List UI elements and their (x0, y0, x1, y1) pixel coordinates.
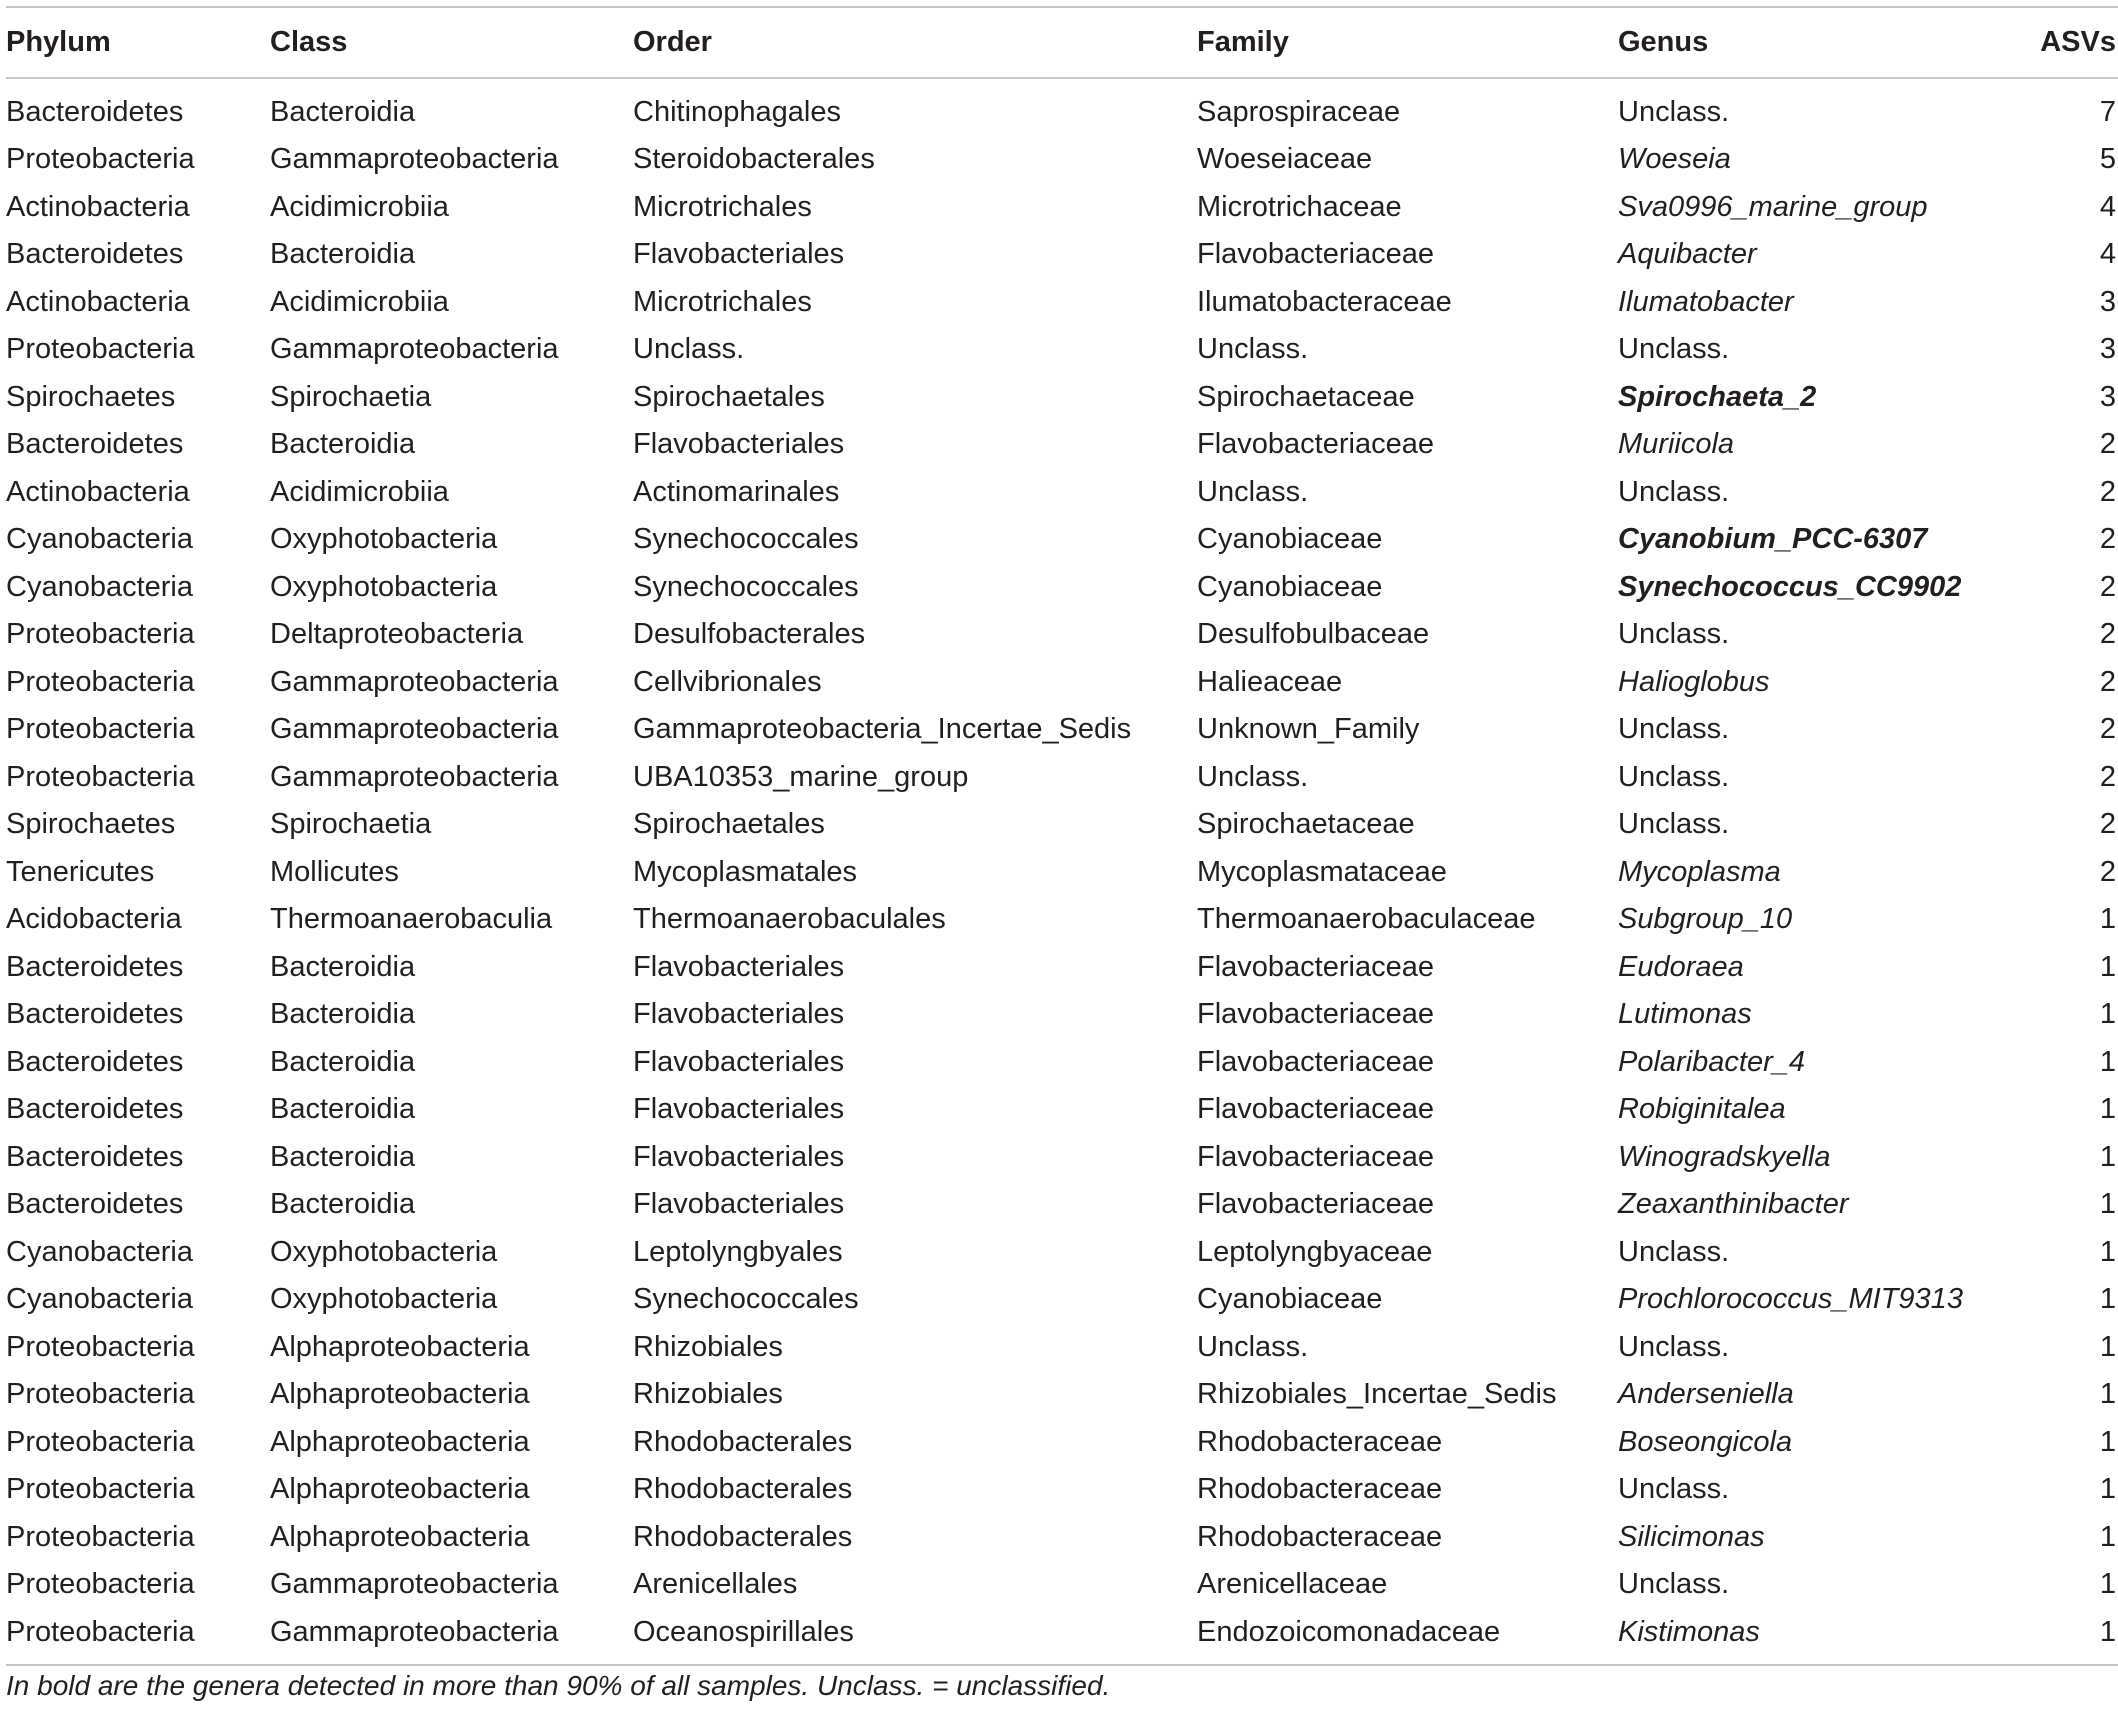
header-asvs: ASVs (2038, 7, 2118, 78)
cell-order: Rhodobacterales (633, 1520, 853, 1553)
cell-order: Rhizobiales (633, 1330, 783, 1363)
cell-class: Alphaproteobacteria (270, 1425, 530, 1458)
cell-order: Flavobacteriales (633, 238, 845, 271)
table-row (6, 1324, 2118, 1372)
cell-genus: Muriicola (1618, 428, 1735, 461)
cell-genus: Zeaxanthinibacter (1618, 1188, 1849, 1221)
cell-family: Spirochaetaceae (1197, 380, 1415, 413)
cell-genus: Polaribacter_4 (1618, 1045, 1805, 1078)
cell-genus: Unclass. (1618, 1330, 1730, 1363)
cell-class: Bacteroidia (270, 1140, 416, 1173)
cell-asvs: 3 (2099, 380, 2116, 413)
cell-asvs: 4 (2099, 238, 2116, 271)
cell-order: Arenicellales (633, 1568, 798, 1601)
cell-order: Flavobacteriales (633, 1045, 845, 1078)
cell-phylum: Spirochaetes (6, 380, 176, 413)
table-footnote: In bold are the genera detected in more than 90% of all samples. Unclass. = unclassified. (6, 1670, 1111, 1701)
cell-class: Acidimicrobiia (270, 190, 449, 223)
cell-family: Mycoplasmataceae (1197, 855, 1447, 888)
cell-phylum: Spirochaetes (6, 808, 176, 841)
cell-asvs: 1 (2099, 1520, 2116, 1553)
cell-order: Gammaproteobacteria_Incertae_Sedis (633, 713, 1132, 746)
cell-phylum: Proteobacteria (6, 1473, 195, 1506)
cell-genus: Sva0996_marine_group (1618, 190, 1928, 223)
cell-phylum: Bacteroidetes (6, 238, 184, 271)
cell-class: Bacteroidia (270, 428, 416, 461)
cell-asvs: 2 (2099, 523, 2116, 556)
cell-genus: Mycoplasma (1618, 855, 1781, 888)
cell-family: Cyanobiaceae (1197, 1283, 1383, 1316)
cell-genus: Unclass. (1618, 760, 1730, 793)
cell-asvs: 4 (2099, 190, 2116, 223)
cell-genus: Unclass. (1618, 333, 1730, 366)
cell-order: Microtrichales (633, 190, 812, 223)
cell-phylum: Proteobacteria (6, 1609, 270, 1665)
cell-family: Rhizobiales_Incertae_Sedis (1197, 1378, 1557, 1411)
cell-asvs: 1 (2099, 1473, 2116, 1506)
header-order: Order (633, 7, 1197, 78)
cell-genus: Aquibacter (1618, 238, 1757, 271)
cell-phylum: Bacteroidetes (6, 1045, 184, 1078)
cell-family: Unknown_Family (1197, 713, 1420, 746)
cell-genus: Anderseniella (1618, 1378, 1794, 1411)
table-row (6, 231, 2118, 279)
cell-genus: Kistimonas (1618, 1609, 2038, 1665)
cell-genus: Synechococcus_CC9902 (1618, 570, 1962, 603)
cell-asvs: 2 (2099, 713, 2116, 746)
cell-class: Alphaproteobacteria (270, 1330, 530, 1363)
cell-family: Saprospiraceae (1197, 96, 1401, 128)
table-row (6, 78, 2118, 136)
table-row (6, 516, 2118, 564)
table-row (6, 421, 2118, 469)
cell-family: Flavobacteriaceae (1197, 950, 1434, 983)
cell-phylum: Cyanobacteria (6, 523, 193, 556)
taxonomy-table (6, 6, 2118, 1666)
cell-family: Leptolyngbyaceae (1197, 1235, 1433, 1268)
cell-phylum: Bacteroidetes (6, 1188, 184, 1221)
cell-class: Bacteroidia (270, 96, 416, 128)
cell-genus: Silicimonas (1618, 1520, 1765, 1553)
cell-genus: Unclass. (1618, 713, 1730, 746)
cell-order: Oceanospirillales (633, 1609, 1197, 1665)
table-row (6, 564, 2118, 612)
cell-asvs: 1 (2099, 950, 2116, 983)
cell-order: Spirochaetales (633, 380, 825, 413)
cell-order: UBA10353_marine_group (633, 760, 969, 793)
table-row (6, 754, 2118, 802)
cell-order: Steroidobacterales (633, 143, 875, 176)
cell-phylum: Proteobacteria (6, 333, 195, 366)
table-row (6, 1086, 2118, 1134)
cell-asvs: 2 (2099, 428, 2116, 461)
header-family: Family (1197, 7, 1618, 78)
cell-family: Cyanobiaceae (1197, 570, 1383, 603)
cell-order: Mycoplasmatales (633, 855, 858, 888)
cell-class: Alphaproteobacteria (270, 1473, 530, 1506)
cell-genus: Eudoraea (1618, 950, 1744, 983)
cell-class: Gammaproteobacteria (270, 1568, 559, 1601)
cell-phylum: Proteobacteria (6, 1378, 195, 1411)
cell-genus: Winogradskyella (1618, 1140, 1831, 1173)
cell-phylum: Bacteroidetes (6, 998, 184, 1031)
cell-order: Spirochaetales (633, 808, 825, 841)
table-row (6, 1134, 2118, 1182)
cell-asvs: 3 (2099, 285, 2116, 318)
cell-asvs: 1 (2099, 998, 2116, 1031)
table-row (6, 1419, 2118, 1467)
cell-class: Spirochaetia (270, 808, 432, 841)
table-row (6, 1276, 2118, 1324)
cell-family: Unclass. (1197, 1330, 1309, 1363)
cell-genus: Unclass. (1618, 808, 1730, 841)
table-row (6, 1371, 2118, 1419)
cell-asvs: 1 (2099, 1568, 2116, 1601)
cell-genus: Cyanobium_PCC-6307 (1618, 523, 1928, 556)
cell-order: Flavobacteriales (633, 1140, 845, 1173)
cell-order: Actinomarinales (633, 475, 840, 508)
cell-family: Halieaceae (1197, 665, 1343, 698)
cell-asvs: 2 (2099, 665, 2116, 698)
cell-asvs: 2 (2099, 760, 2116, 793)
cell-order: Leptolyngbyales (633, 1235, 843, 1268)
table-row (6, 469, 2118, 517)
cell-phylum: Proteobacteria (6, 618, 195, 651)
table-row (6, 1466, 2118, 1514)
cell-class: Deltaproteobacteria (270, 618, 524, 651)
cell-order: Flavobacteriales (633, 1188, 845, 1221)
cell-family: Unclass. (1197, 760, 1309, 793)
header-class: Class (270, 7, 633, 78)
cell-genus: Subgroup_10 (1618, 903, 1793, 936)
table-row (6, 659, 2118, 707)
cell-family: Cyanobiaceae (1197, 523, 1383, 556)
cell-order: Flavobacteriales (633, 950, 845, 983)
cell-phylum: Cyanobacteria (6, 1235, 193, 1268)
cell-phylum: Cyanobacteria (6, 570, 193, 603)
cell-class: Oxyphotobacteria (270, 1283, 498, 1316)
cell-genus: Unclass. (1618, 96, 1730, 128)
cell-genus: Prochlorococcus_MIT9313 (1618, 1283, 1963, 1316)
cell-order: Thermoanaerobaculales (633, 903, 946, 936)
cell-phylum: Actinobacteria (6, 190, 190, 223)
cell-phylum: Bacteroidetes (6, 428, 184, 461)
cell-genus: Unclass. (1618, 618, 1730, 651)
cell-genus: Unclass. (1618, 1568, 1730, 1601)
table-row (6, 136, 2118, 184)
cell-class: Gammaproteobacteria (270, 143, 559, 176)
cell-class: Oxyphotobacteria (270, 523, 498, 556)
cell-class: Gammaproteobacteria (270, 1609, 633, 1665)
cell-phylum: Bacteroidetes (6, 96, 184, 128)
cell-order: Microtrichales (633, 285, 812, 318)
cell-genus: Woeseia (1618, 143, 1731, 176)
cell-class: Mollicutes (270, 855, 399, 888)
cell-family: Flavobacteriaceae (1197, 1045, 1434, 1078)
cell-genus: Robiginitalea (1618, 1093, 1786, 1126)
cell-family: Flavobacteriaceae (1197, 1093, 1434, 1126)
cell-class: Bacteroidia (270, 1045, 416, 1078)
table-row (6, 1039, 2118, 1087)
cell-class: Alphaproteobacteria (270, 1378, 530, 1411)
cell-genus: Boseongicola (1618, 1425, 1793, 1458)
table-row (6, 896, 2118, 944)
table-row (6, 611, 2118, 659)
cell-phylum: Acidobacteria (6, 903, 182, 936)
table-row (6, 1609, 2118, 1665)
cell-class: Acidimicrobiia (270, 475, 449, 508)
cell-asvs: 5 (2099, 143, 2116, 176)
cell-family: Arenicellaceae (1197, 1568, 1388, 1601)
cell-class: Bacteroidia (270, 1188, 416, 1221)
cell-family: Desulfobulbaceae (1197, 618, 1430, 651)
cell-asvs: 2 (2099, 475, 2116, 508)
cell-class: Oxyphotobacteria (270, 570, 498, 603)
cell-phylum: Proteobacteria (6, 665, 195, 698)
cell-family: Rhodobacteraceae (1197, 1520, 1443, 1553)
table-row (6, 849, 2118, 897)
cell-phylum: Proteobacteria (6, 1425, 195, 1458)
cell-order: Synechococcales (633, 1283, 859, 1316)
cell-class: Oxyphotobacteria (270, 1235, 498, 1268)
cell-family: Spirochaetaceae (1197, 808, 1415, 841)
cell-class: Bacteroidia (270, 238, 416, 271)
cell-order: Synechococcales (633, 570, 859, 603)
cell-asvs: 1 (2038, 1609, 2118, 1665)
cell-phylum: Cyanobacteria (6, 1283, 193, 1316)
cell-class: Thermoanaerobaculia (270, 903, 553, 936)
cell-genus: Lutimonas (1618, 998, 1752, 1031)
table-row (6, 1181, 2118, 1229)
cell-class: Gammaproteobacteria (270, 665, 559, 698)
cell-family: Rhodobacteraceae (1197, 1473, 1443, 1506)
cell-asvs: 1 (2099, 1235, 2116, 1268)
cell-asvs: 2 (2099, 618, 2116, 651)
header-row (6, 7, 2118, 78)
cell-phylum: Actinobacteria (6, 285, 190, 318)
cell-order: Flavobacteriales (633, 428, 845, 461)
header-genus: Genus (1618, 7, 2038, 78)
cell-order: Rhizobiales (633, 1378, 783, 1411)
cell-genus: Ilumatobacter (1618, 285, 1794, 318)
table-row (6, 944, 2118, 992)
cell-family: Flavobacteriaceae (1197, 1188, 1434, 1221)
cell-order: Flavobacteriales (633, 1093, 845, 1126)
cell-phylum: Actinobacteria (6, 475, 190, 508)
cell-phylum: Bacteroidetes (6, 950, 184, 983)
cell-order: Flavobacteriales (633, 998, 845, 1031)
cell-order: Synechococcales (633, 523, 859, 556)
table-row (6, 184, 2118, 232)
cell-genus: Unclass. (1618, 1235, 1730, 1268)
cell-class: Alphaproteobacteria (270, 1520, 530, 1553)
table-row (6, 1561, 2118, 1609)
cell-family: Flavobacteriaceae (1197, 428, 1434, 461)
cell-phylum: Proteobacteria (6, 760, 195, 793)
cell-family: Woeseiaceae (1197, 143, 1373, 176)
cell-family: Endozoicomonadaceae (1197, 1609, 1618, 1665)
table-body (6, 78, 2118, 1665)
cell-asvs: 1 (2099, 1378, 2116, 1411)
cell-phylum: Proteobacteria (6, 1520, 195, 1553)
table-row (6, 1514, 2118, 1562)
table-row (6, 1229, 2118, 1277)
cell-genus: Unclass. (1618, 475, 1730, 508)
cell-class: Acidimicrobiia (270, 285, 449, 318)
cell-class: Spirochaetia (270, 380, 432, 413)
header-phylum: Phylum (6, 7, 270, 78)
cell-asvs: 1 (2099, 1330, 2116, 1363)
cell-family: Unclass. (1197, 475, 1309, 508)
table-row (6, 991, 2118, 1039)
cell-family: Unclass. (1197, 333, 1309, 366)
cell-family: Flavobacteriaceae (1197, 998, 1434, 1031)
cell-order: Rhodobacterales (633, 1425, 853, 1458)
cell-order: Rhodobacterales (633, 1473, 853, 1506)
cell-family: Ilumatobacteraceae (1197, 285, 1452, 318)
taxonomy-table-container (6, 6, 2118, 1666)
cell-phylum: Bacteroidetes (6, 1140, 184, 1173)
table-row (6, 374, 2118, 422)
cell-phylum: Proteobacteria (6, 143, 195, 176)
cell-asvs: 1 (2099, 1283, 2116, 1316)
cell-class: Gammaproteobacteria (270, 760, 559, 793)
cell-order: Cellvibrionales (633, 665, 822, 698)
cell-class: Gammaproteobacteria (270, 713, 559, 746)
cell-asvs: 2 (2099, 855, 2116, 888)
cell-class: Gammaproteobacteria (270, 333, 559, 366)
cell-family: Flavobacteriaceae (1197, 1140, 1434, 1173)
cell-phylum: Proteobacteria (6, 1330, 195, 1363)
table-row (6, 801, 2118, 849)
table-header (6, 7, 2118, 78)
cell-asvs: 1 (2099, 1188, 2116, 1221)
cell-family: Flavobacteriaceae (1197, 238, 1434, 271)
cell-asvs: 1 (2099, 1093, 2116, 1126)
cell-phylum: Proteobacteria (6, 1568, 195, 1601)
cell-asvs: 7 (2099, 96, 2116, 128)
cell-asvs: 2 (2099, 570, 2116, 603)
cell-family: Rhodobacteraceae (1197, 1425, 1443, 1458)
cell-class: Bacteroidia (270, 950, 416, 983)
cell-class: Bacteroidia (270, 1093, 416, 1126)
table-row (6, 326, 2118, 374)
cell-order: Chitinophagales (633, 96, 841, 128)
cell-asvs: 1 (2099, 903, 2116, 936)
cell-asvs: 1 (2099, 1140, 2116, 1173)
cell-genus: Halioglobus (1618, 665, 1770, 698)
cell-order: Unclass. (633, 333, 745, 366)
cell-phylum: Bacteroidetes (6, 1093, 184, 1126)
cell-genus: Spirochaeta_2 (1618, 380, 1817, 413)
cell-genus: Unclass. (1618, 1473, 1730, 1506)
cell-family: Microtrichaceae (1197, 190, 1402, 223)
cell-asvs: 2 (2099, 808, 2116, 841)
cell-asvs: 3 (2099, 333, 2116, 366)
cell-asvs: 1 (2099, 1045, 2116, 1078)
cell-order: Desulfobacterales (633, 618, 866, 651)
table-row (6, 706, 2118, 754)
cell-class: Bacteroidia (270, 998, 416, 1031)
cell-phylum: Tenericutes (6, 855, 155, 888)
table-row (6, 279, 2118, 327)
cell-asvs: 1 (2099, 1425, 2116, 1458)
cell-phylum: Proteobacteria (6, 713, 195, 746)
cell-family: Thermoanaerobaculaceae (1197, 903, 1536, 936)
